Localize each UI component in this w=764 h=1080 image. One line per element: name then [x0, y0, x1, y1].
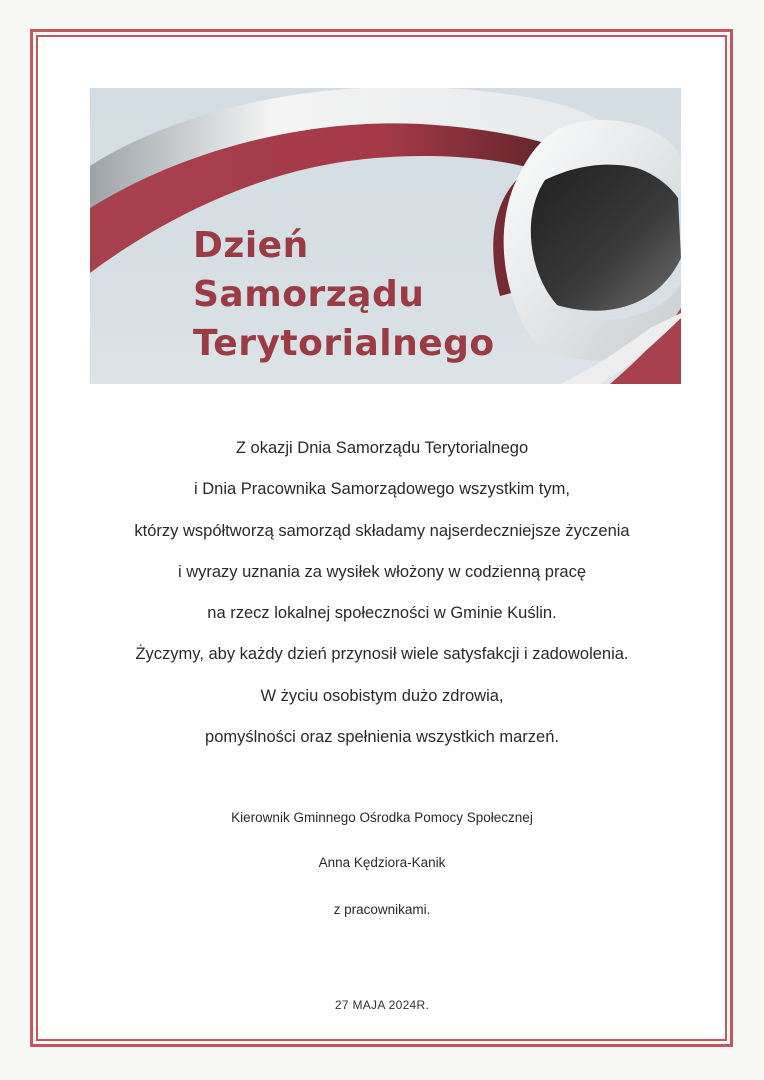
message-line: i wyrazy uznania za wysiłek włożony w codzienną pracę	[177, 562, 587, 581]
message-line: na rzecz lokalnej społeczności w Gminie Kuślin.	[207, 604, 557, 623]
signature-role: Kierownik Gminnego Ośrodka Pomocy Społecznej	[231, 810, 533, 825]
banner-title	[193, 221, 495, 368]
document-date: 27 MAJA 2024R.	[334, 998, 430, 1012]
message-line: Z okazji Dnia Samorządu Terytorialnego	[235, 439, 529, 457]
greeting-message	[0, 428, 764, 758]
signature-with: z pracownikami.	[333, 902, 431, 917]
message-line: W życiu osobistym dużo zdrowia,	[260, 686, 504, 705]
message-line: pomyślności oraz spełnienia wszystkich marzeń.	[205, 728, 559, 747]
message-line: którzy współtworzą samorząd składamy najserdeczniejsze życzenia	[134, 521, 630, 540]
banner-image	[90, 88, 681, 384]
banner-title-line: Terytorialnego	[193, 323, 495, 364]
message-line: Życzymy, aby każdy dzień przynosił wiele satysfakcji i zadowolenia.	[135, 645, 629, 664]
banner-title-line: Samorządu	[193, 274, 425, 315]
signature-name: Anna Kędziora-Kanik	[318, 855, 446, 870]
message-line: i Dnia Pracownika Samorządowego wszystkim tym,	[194, 480, 570, 499]
banner-title-line: Dzień	[193, 225, 309, 266]
